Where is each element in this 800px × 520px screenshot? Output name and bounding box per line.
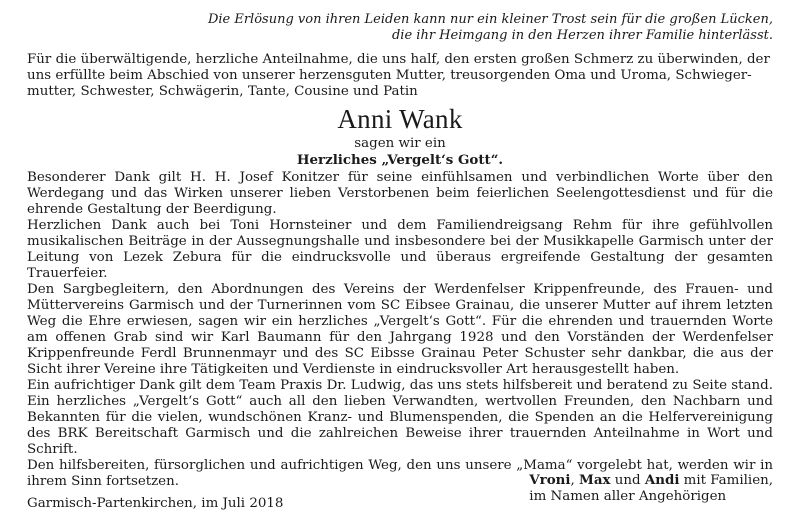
say-line: sagen wir ein (354, 136, 446, 151)
signatory-name: Vroni (529, 472, 571, 488)
signature (529, 472, 773, 505)
intro-paragraph (27, 52, 773, 100)
paragraph-music: Herzlichen Dank auch bei Toni Hornsteiner und dem Familiendreigsang Rehm für ihre gefühlvollen musikalischen Beiträge in der Aussegnungshalle und insbesondere bei der Musikkapelle Garmisch unter der Leitung von Lezek Zebura für die eindrucksvolle und überaus ergreifende Gestaltung der gesamten Trauerfeier. (27, 218, 773, 281)
signatory-name: Andi (644, 472, 680, 488)
paragraph-associations: Den Sargbegleitern, den Abordnungen des Vereins der Werdenfelser Krippenfreunde, des Frauen- und Müttervereins Garmisch und der Turnerinnen vom SC Eibsee Grainau, die unserer Mutter auf ihrem letzten Weg die Ehre erwiesen, sagen wir ein herzliches „Vergelt‘s Gott“. Für die ehrenden und trauernden Worte am offenen Grab sind wir Karl Baumann für den Jahrgang 1928 und den Vorständen der Werdenfelser Krippenfreunde Ferdl Brunnenmayr und des SC Eibsse Grainau Peter Schuster sehr dankbar, die aus der Sicht ihrer Vereine ihre Tätigkeiten und Verdienste in eindrucksvoller Art herausgestellt haben. (27, 282, 773, 377)
signatory-name: Max (579, 472, 611, 488)
paragraph-doctor-friends: Ein aufrichtiger Dank gilt dem Team Praxis Dr. Ludwig, das uns stets hilfsbereit und beratend zu Seite stand. Ein herzliches „Vergelt‘s Gott“ auch all den lieben Verwandten, wertvollen Freunden, den Nachbarn und Bekannten für die vielen, wundschönen Kranz- und Blumenspenden, die Spenden an die Helfervereinigung des BRK Bereitschaft Garmisch und die zahlreichen Beweise ihrer trauernden Anteilnahme in Wort und Schrift. (27, 378, 773, 457)
motto-line: Die Erlösung von ihren Leiden kann nur ein kleiner Trost sein für die großen Lücken, (207, 12, 773, 27)
signature-separator: , (570, 473, 579, 488)
intro-line: Für die überwältigende, herzliche Anteilnahme, die uns half, den ersten großen Schmerz zu überwinden, der (27, 52, 770, 67)
signature-line-2: im Namen aller Angehörigen (529, 489, 727, 504)
paragraph-priest: Besonderer Dank gilt H. H. Josef Konitzer für seine einfühlsamen und verbindlichen Worte über den Werdegang und das Wirken unserer lieben Verstorbenen beim feierlichen Seelengottesdienst und für die ehrende Gestaltung der Beerdigung. (27, 170, 773, 217)
footer (27, 472, 773, 512)
intro-line: uns erfüllte beim Abschied von unserer herzensguten Mutter, treusorgenden Oma und Uroma, Schwieger- (27, 68, 752, 83)
signature-separator: und (610, 473, 645, 488)
thanks-heading: Herzliches „Vergelt‘s Gott“. (296, 152, 504, 168)
signature-line-1 (529, 472, 773, 489)
paragraph-closing: Den hilfsbereiten, fürsorglichen und aufrichtigen Weg, den uns unsere „Mama“ vorgelebt hat, werden wir in ihrem Sinn fortsetzen. (27, 458, 773, 489)
place-date: Garmisch-Partenkirchen, im Juli 2018 (27, 496, 284, 511)
intro-line: mutter, Schwester, Schwägerin, Tante, Cousine und Patin (27, 84, 418, 99)
motto-quote (27, 12, 773, 44)
motto-line: die ihr Heimgang in den Herzen ihrer Familie hinterlässt. (391, 28, 773, 43)
deceased-name: Anni Wank (337, 104, 463, 134)
signature-suffix: mit Familien, (679, 473, 773, 488)
